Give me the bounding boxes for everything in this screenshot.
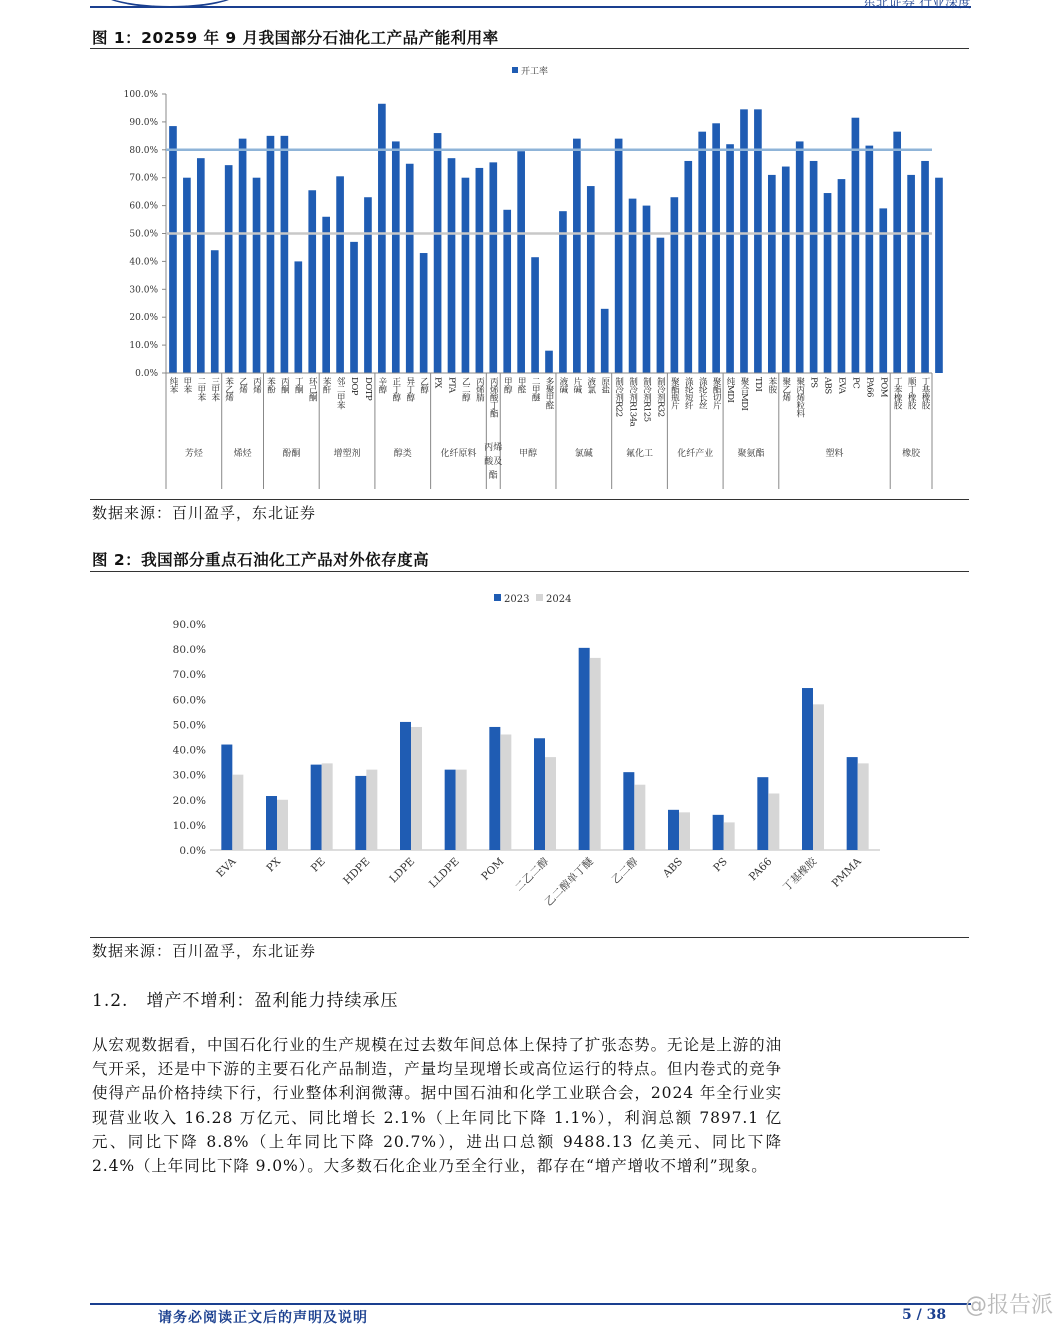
bar-2023 — [579, 648, 590, 850]
x-tick-label: 二甲苯 — [195, 377, 206, 401]
bar — [322, 217, 330, 373]
x-tick-label: 制冷剂R125 — [641, 377, 652, 422]
bar — [406, 164, 414, 373]
legend-label-2023: 2023 — [504, 594, 530, 605]
bar-2024 — [813, 704, 824, 850]
x-tick-label: 苯酚 — [265, 377, 276, 393]
bar — [573, 139, 581, 373]
bar-2024 — [724, 822, 735, 850]
y-tick-label: 10.0% — [129, 341, 158, 352]
y-tick-label: 60.0% — [129, 201, 158, 212]
bar — [657, 238, 665, 373]
x-tick-label: 二甲醚 — [530, 377, 541, 401]
x-tick-label: 制冷剂R22 — [613, 377, 624, 417]
footer-rule — [90, 1303, 971, 1305]
x-tick-label: 邻二甲苯 — [335, 377, 346, 409]
figure1-source: 数据来源：百川盈孚，东北证券 — [92, 504, 317, 522]
y-tick-label: 70.0% — [172, 669, 206, 682]
watermark: @报告派 — [964, 1293, 1053, 1318]
page-number: 5 / 38 — [902, 1307, 947, 1323]
bar — [308, 190, 316, 373]
group-label: 酯 — [488, 471, 498, 481]
header-rule — [90, 6, 971, 8]
bar — [865, 146, 873, 373]
bar-2024 — [277, 800, 288, 850]
x-tick-label: 聚酯瓶片 — [669, 377, 680, 409]
bar-2024 — [679, 812, 690, 850]
bar — [225, 165, 233, 373]
legend-label-2024: 2024 — [546, 594, 572, 605]
bar — [684, 161, 692, 373]
x-tick-label: PA66 — [746, 855, 775, 884]
bar — [852, 118, 860, 373]
bar — [434, 133, 442, 373]
figure2-bottom-rule — [90, 937, 969, 938]
bar — [392, 141, 400, 373]
x-tick-label: 顺丁橡胶 — [906, 377, 917, 409]
bar-2024 — [456, 770, 467, 850]
bar-2023 — [534, 738, 545, 850]
x-tick-label: 异丁醇 — [404, 377, 415, 401]
x-tick-label: 原盐 — [599, 377, 610, 393]
legend-swatch-2024 — [536, 594, 543, 601]
bar — [782, 167, 790, 373]
bar-2023 — [713, 815, 724, 850]
y-tick-label: 100.0% — [123, 90, 158, 100]
figure2-chart — [90, 580, 970, 936]
bar — [239, 139, 247, 373]
x-tick-label: PS — [711, 855, 730, 875]
bar — [294, 261, 302, 373]
x-tick-label: 聚合MDI — [738, 377, 749, 411]
x-tick-label: 丙酮 — [279, 377, 290, 393]
bar-2023 — [221, 745, 232, 850]
section-heading: 1.2. 增产不增利：盈利能力持续承压 — [92, 991, 399, 1011]
bar — [517, 151, 525, 373]
y-tick-label: 90.0% — [129, 117, 158, 128]
x-tick-label: 涤纶长丝 — [697, 377, 708, 409]
bar — [838, 179, 846, 373]
y-tick-label: 50.0% — [172, 719, 206, 732]
bar — [350, 242, 358, 373]
x-tick-label: 丁基橡胶 — [780, 855, 820, 894]
figure1-bottom-rule — [90, 499, 969, 500]
x-tick-label: 液氯 — [585, 377, 596, 393]
bar — [796, 141, 804, 373]
bar — [531, 257, 539, 373]
y-tick-label: 80.0% — [172, 644, 206, 657]
bar — [462, 178, 470, 373]
x-tick-label: 甲醇 — [502, 377, 513, 393]
x-tick-label: TDI — [752, 377, 763, 392]
bar — [253, 178, 261, 373]
group-label: 醇类 — [393, 449, 412, 459]
bar-2024 — [545, 757, 556, 850]
y-tick-label: 30.0% — [172, 769, 206, 782]
bar — [726, 144, 734, 373]
bar-2024 — [366, 770, 377, 850]
figure2-top-rule — [90, 571, 969, 572]
bar-2024 — [768, 794, 779, 851]
x-tick-label: PE — [308, 855, 328, 875]
x-tick-label: HDPE — [341, 855, 373, 887]
x-tick-label: PS — [808, 377, 819, 388]
legend-swatch-2023 — [494, 594, 501, 601]
y-tick-label: 50.0% — [129, 229, 158, 240]
x-tick-label: DOP — [349, 377, 360, 396]
x-tick-label: 丙烯腈 — [474, 377, 485, 401]
group-label: 增塑剂 — [333, 449, 361, 459]
figure1-title: 图 1：20259 年 9 月我国部分石油化工产品产能利用率 — [92, 29, 499, 47]
x-tick-label: 甲苯 — [181, 377, 192, 393]
bar-2023 — [355, 776, 366, 850]
footer-disclaimer: 请务必阅读正文后的声明及说明 — [158, 1310, 368, 1326]
x-tick-label: PX — [264, 855, 284, 875]
figure1-top-rule — [90, 48, 969, 49]
x-tick-label: PTA — [446, 377, 457, 393]
x-tick-label: LLDPE — [427, 855, 462, 891]
y-tick-label: 40.0% — [129, 257, 158, 268]
bar — [336, 176, 344, 373]
x-tick-label: DOTP — [362, 377, 373, 401]
bar — [824, 193, 832, 373]
y-tick-label: 60.0% — [172, 694, 206, 707]
y-tick-label: 10.0% — [172, 819, 206, 832]
x-tick-label: 乙醇 — [418, 377, 429, 393]
bar — [267, 136, 275, 373]
x-tick-label: LDPE — [387, 855, 418, 886]
group-label: 橡胶 — [902, 449, 921, 459]
x-tick-label: 正丁醇 — [390, 377, 401, 401]
y-tick-label: 30.0% — [129, 285, 158, 296]
x-tick-label: 乙二醇 — [460, 377, 471, 401]
x-tick-label: POM — [878, 377, 889, 397]
bar-2024 — [232, 775, 243, 850]
x-tick-label: EVA — [836, 377, 847, 394]
bar — [169, 126, 177, 373]
x-tick-label: 乙二醇单丁醚 — [542, 855, 596, 909]
bar — [712, 123, 720, 373]
bar-2023 — [489, 727, 500, 850]
y-tick-label: 0.0% — [179, 845, 206, 857]
x-tick-label: 液碱 — [557, 377, 568, 393]
bar — [810, 161, 818, 373]
bar-2023 — [623, 772, 634, 850]
bar-2024 — [858, 763, 869, 850]
y-tick-label: 0.0% — [135, 369, 158, 379]
bar — [476, 168, 484, 373]
y-tick-label: 20.0% — [129, 313, 158, 324]
legend-swatch — [512, 67, 518, 73]
figure1-chart — [90, 52, 970, 498]
group-label: 烯烃 — [233, 449, 252, 459]
x-tick-label: 甲醛 — [516, 377, 527, 393]
bar — [420, 253, 428, 373]
group-label: 氟化工 — [626, 449, 654, 459]
bar-2023 — [266, 796, 277, 850]
x-tick-label: PA66 — [864, 377, 875, 397]
x-tick-label: PMMA — [829, 855, 864, 890]
bar-2023 — [757, 777, 768, 850]
bar-2024 — [634, 785, 645, 850]
bar — [489, 162, 497, 373]
bar — [364, 197, 372, 373]
x-tick-label: 苯胺 — [766, 377, 777, 393]
bar — [921, 161, 929, 373]
x-tick-label: 乙烯 — [237, 377, 248, 393]
bar — [671, 197, 679, 373]
x-tick-label: 苯乙烯 — [223, 377, 234, 401]
x-tick-label: 丙烯 — [251, 377, 262, 393]
x-tick-label: 丁基橡胶 — [920, 377, 931, 409]
group-label: 甲醇 — [519, 449, 538, 459]
x-tick-label: 环己酮 — [307, 377, 318, 401]
bar-2023 — [400, 722, 411, 850]
bar — [378, 104, 386, 373]
bar-2024 — [411, 727, 422, 850]
group-label: 聚氨酯 — [737, 449, 765, 459]
bar-2023 — [847, 757, 858, 850]
group-label: 酸及 — [484, 457, 503, 467]
bar-2024 — [500, 734, 511, 850]
bar — [448, 158, 456, 373]
bar — [629, 199, 637, 373]
x-tick-label: 丙烯酸丁酯 — [488, 377, 499, 417]
bar — [893, 132, 901, 373]
x-tick-label: ABS — [822, 377, 833, 394]
group-label: 塑料 — [825, 449, 844, 459]
x-tick-label: 纯苯 — [167, 377, 178, 393]
bar-2023 — [311, 765, 322, 850]
bar — [935, 178, 943, 373]
x-tick-label: 二乙二醇 — [512, 855, 552, 894]
x-tick-label: 丁酮 — [293, 377, 304, 393]
y-tick-label: 70.0% — [129, 173, 158, 184]
figure2-source: 数据来源：百川盈孚，东北证券 — [92, 942, 317, 960]
x-tick-label: 片碱 — [571, 377, 582, 393]
x-tick-label: POM — [479, 855, 507, 883]
x-tick-label: 乙二醇 — [609, 855, 641, 887]
x-tick-label: 涤纶短纤 — [683, 377, 694, 409]
bar-2023 — [668, 810, 679, 850]
group-label: 丙烯 — [484, 443, 503, 453]
y-tick-label: 40.0% — [172, 744, 206, 757]
section-paragraph: 从宏观数据看，中国石化行业的生产规模在过去数年间总体上保持了扩张态势。无论是上游的油气开采，还是中下游的主要石化产品制造，产量均呈现增长或高位运行的特点。但内卷式的竞争使得产品价格持续下行，行业整体利润微薄。据中国石油和化学工业联合会，2024 年全行业实现营业收入 16.28 万亿元、同比增长 2.1%（上年同比下降 1.1%），利润总额 7897.1 亿元、同比下降 8.8%（上年同比下降 20.7%），进出口总额 9488.13 亿美元、同比下降 2.4%（上年同比下降 9.0%）。大多数石化企业乃至全行业，都存在“增产增收不增利”现象。 — [92, 1036, 782, 1176]
x-tick-label: ABS — [660, 855, 686, 881]
x-tick-label: 纯MDI — [725, 377, 736, 403]
x-tick-label: PX — [432, 377, 443, 388]
bar — [907, 175, 915, 373]
bar — [698, 132, 706, 373]
bar — [211, 250, 219, 373]
x-tick-label: 丁苯橡胶 — [892, 377, 903, 409]
group-label: 化纤产业 — [677, 449, 714, 459]
x-tick-label: 辛醇 — [376, 377, 387, 393]
group-label: 化纤原料 — [440, 449, 477, 459]
y-tick-label: 80.0% — [129, 145, 158, 156]
bar — [281, 136, 289, 373]
bar — [601, 309, 609, 373]
x-tick-label: 聚乙烯 — [780, 377, 791, 401]
bar — [197, 158, 205, 373]
bar — [587, 186, 595, 373]
figure2-title: 图 2：我国部分重点石油化工产品对外依存度高 — [92, 551, 430, 569]
bar-2024 — [322, 763, 333, 850]
group-label: 芳烃 — [184, 449, 203, 459]
x-tick-label: EVA — [214, 855, 239, 880]
bar — [768, 175, 776, 373]
bar-2023 — [802, 688, 813, 850]
x-tick-label: 制冷剂R134a — [627, 377, 638, 427]
bar — [643, 206, 651, 373]
group-label: 酚酮 — [282, 449, 301, 459]
x-tick-label: PC — [850, 377, 861, 389]
x-tick-label: 苯酐 — [321, 377, 332, 393]
bar-2023 — [445, 770, 456, 850]
bar-2024 — [590, 658, 601, 850]
bar — [615, 139, 623, 373]
bar — [545, 351, 553, 373]
y-tick-label: 90.0% — [172, 619, 206, 631]
x-tick-label: 聚酯切片 — [711, 377, 722, 409]
bar — [559, 211, 567, 373]
x-tick-label: 多聚甲醛 — [544, 377, 554, 409]
x-tick-label: 聚丙烯粒料 — [794, 377, 805, 417]
bar — [183, 178, 191, 373]
x-tick-label: 三甲苯 — [209, 377, 220, 401]
group-label: 氯碱 — [574, 449, 593, 459]
x-tick-label: 制冷剂R32 — [655, 377, 666, 417]
legend-label: 开工率 — [521, 67, 549, 77]
y-tick-label: 20.0% — [172, 794, 206, 807]
